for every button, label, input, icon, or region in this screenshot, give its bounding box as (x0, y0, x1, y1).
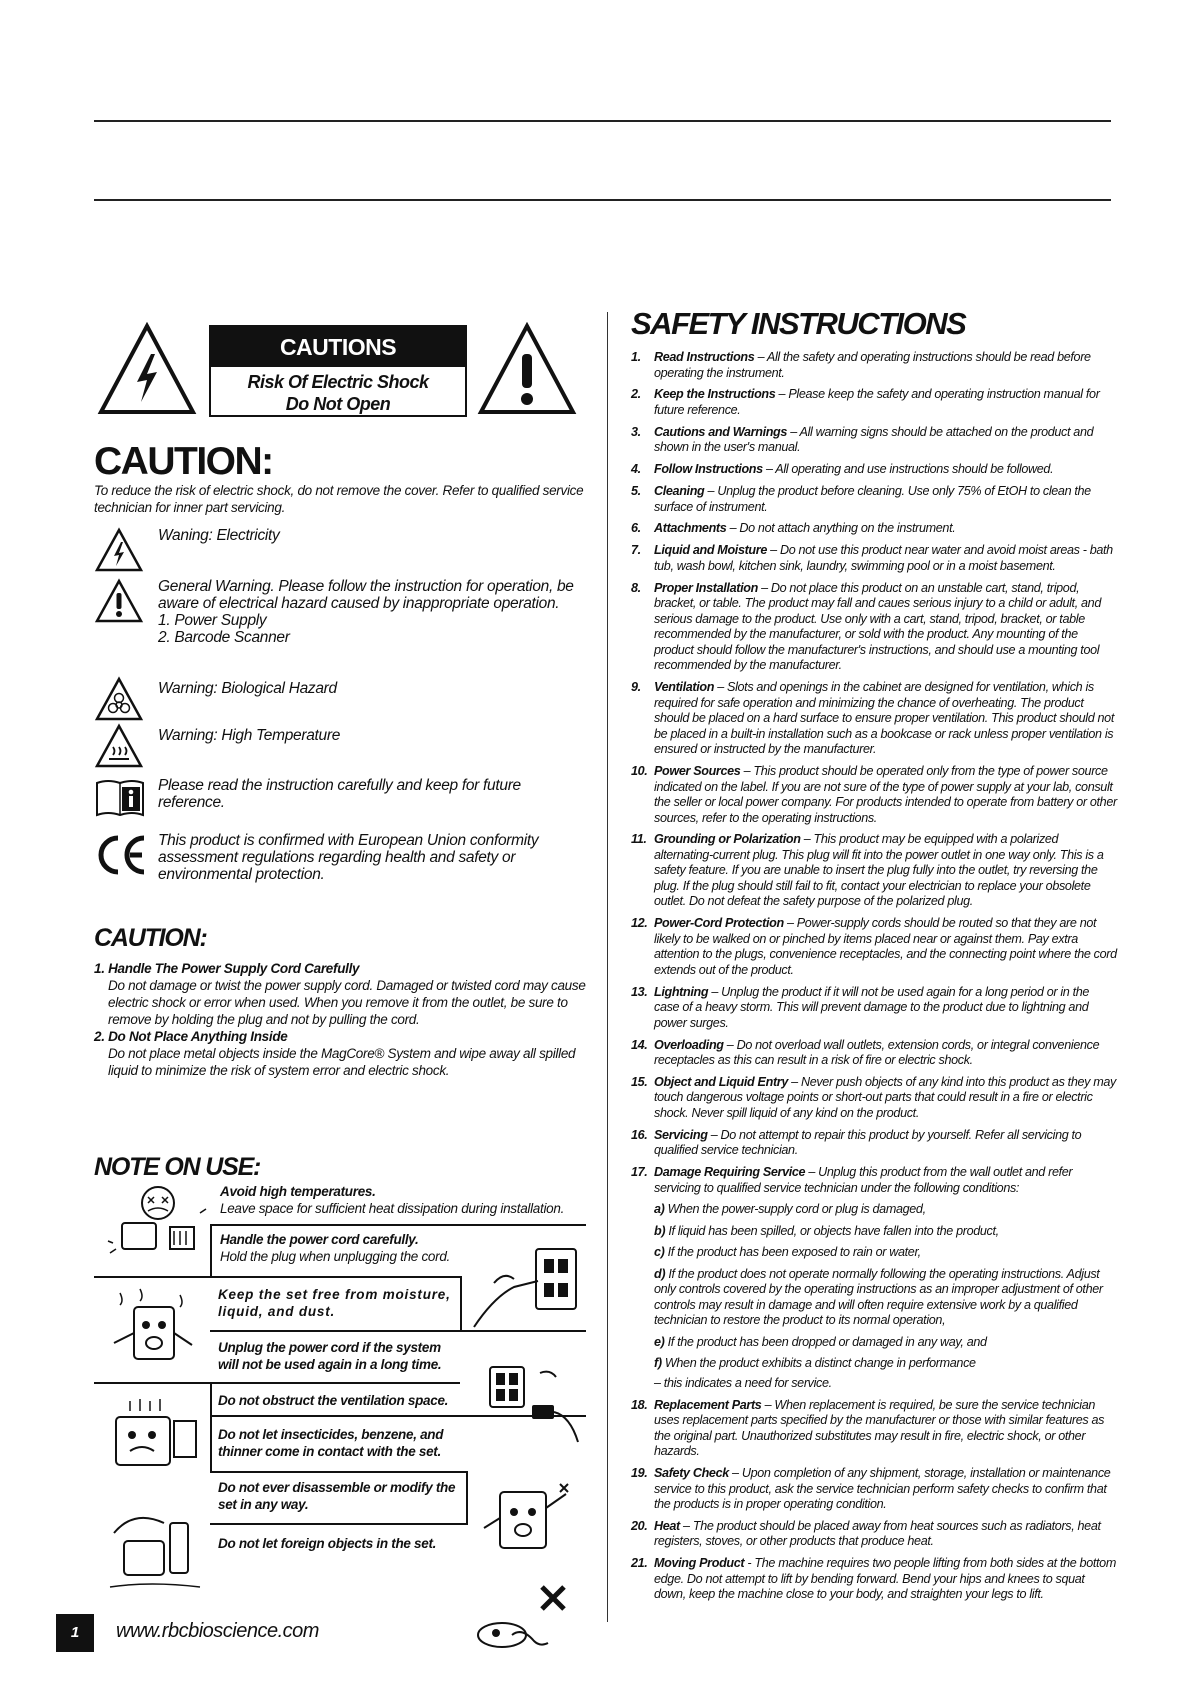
caution-item-title: 1. Handle The Power Supply Cord Carefully (94, 961, 360, 976)
note-item-text: Leave space for sufficient heat dissipation during installation. (220, 1201, 565, 1216)
condition-item: – this indicates a need for service. (654, 1375, 832, 1390)
note-item-bold: Do not obstruct the ventilation space. (218, 1393, 449, 1408)
read-manual-icon (94, 777, 146, 819)
safety-item: 19. Safety Check – Upon completion of any shipment, storage, installation or maintenance service to this product, ask the service technician perform safety checks to confirm that the products is in proper operating condition. (631, 1466, 1111, 1512)
condition-item: e) If the product has been dropped or damaged in any way, and (654, 1334, 987, 1349)
safety-item: 1. Read Instructions – All the safety and operating instructions should be read before operating the instrument. (631, 350, 1091, 380)
caution-item-desc: Do not place metal objects inside the MagCore® System and wipe away all spilled liquid to minimize the risk of system error and electric shock. (108, 1046, 576, 1078)
disassemble-cartoon-icon (476, 1478, 580, 1562)
general-warning-sub-1: 1. Power Supply (158, 612, 267, 629)
caution-item-desc: Do not damage or twist the power supply cord. Damaged or twisted cord may cause electric shock or error when used. When you remove it from the outlet, be sure to remove by holding the plug and not by pulling the cord. (108, 978, 586, 1027)
note-divider (210, 1330, 586, 1332)
note-item-2 (220, 1231, 472, 1265)
general-warning-large-icon (477, 322, 577, 416)
safety-item: 12. Power-Cord Protection – Power-supply cords should be routed so that they are not likely to be walked on or pinched by items placed near or against them. Pay extra attention to the plugs, convenience receptacles, and the connecting point where the cord extends out of the product. (631, 916, 1117, 977)
note-item-bold: Handle the power cord carefully. (220, 1232, 419, 1247)
condition-item: d) If the product does not operate normally following the operating instructions. Adjust only controls covered by the operating instructions as an improper adjustment of other controls may result in damage and will often require extensive work by a qualified technician to restore the product to its normal operation, (654, 1266, 1103, 1328)
note-heading: NOTE ON USE: (94, 1153, 261, 1181)
safety-item: 3. Cautions and Warnings – All warning signs should be attached on the product and shown in the user's manual. (631, 424, 1094, 455)
condition-item: c) If the product has been exposed to rain or water, (654, 1245, 921, 1260)
safety-item: 15. Object and Liquid Entry – Never push objects of any kind into this product as they may touch dangerous voltage points or short-out parts that could result in a fire or electric shock. Never spill liquid of any kind on the product. (631, 1074, 1116, 1120)
condition-item: a) When the power-supply cord or plug is damaged, (654, 1202, 926, 1217)
condition-item: b) If liquid has been spilled, or objects have fallen into the product, (654, 1223, 999, 1238)
note-divider (94, 1382, 460, 1384)
note-item-4 (218, 1339, 458, 1373)
foreign-objects-cartoon-icon (472, 1579, 584, 1659)
high-temperature-icon (94, 723, 144, 769)
column-divider (607, 312, 608, 1622)
note-divider-vertical (460, 1276, 462, 1330)
safety-item: 18. Replacement Parts – When replacement is required, be sure the service technician uses replacement parts specified by the manufacturer or those with similar features as the original part. Unauthorized substitutes may result in fire, electric shock, or other hazards. (631, 1397, 1105, 1459)
caution-text: To reduce the risk of electric shock, do not remove the cover. Refer to qualified service technician for inner part servicing. (94, 483, 584, 515)
note-divider (210, 1415, 586, 1417)
note-item-6 (218, 1426, 466, 1460)
safety-item: 7. Liquid and Moisture – Do not use this product near water and avoid moist areas - bath tub, wash bowl, kitchen sink, laundry, swimming pool or in a moist basement. (631, 543, 1113, 573)
note-on-use-panel (94, 1183, 586, 1603)
symbol-row-general-warning (94, 578, 584, 668)
service-conditions-list (654, 1202, 1117, 1391)
electric-shock-warning-icon (97, 322, 197, 416)
symbol-row-read-manual (94, 777, 584, 823)
caution-item-title: 2. Do Not Place Anything Inside (94, 1029, 288, 1044)
cautions-line-2: Do Not Open (285, 394, 391, 414)
symbol-row-biohazard (94, 676, 584, 722)
safety-instructions-heading: SAFETY INSTRUCTIONS (631, 306, 966, 341)
safety-item: 11. Grounding or Polarization – This product may be equipped with a polarized alternating-current plug. This plug will fit into the power outlet in one way only. This is a safety feature. If you are unable to insert the plug fully into the outlet, try reversing the plug. If the plug should still fail to fit, contact your electrician to replace your obsolete outlet. Do not defeat the safety purpose of the polarized plug. (631, 832, 1104, 909)
caution-heading-2: CAUTION: (94, 924, 207, 952)
safety-item: 6. Attachments – Do not attach anything on the instrument. (631, 521, 956, 536)
note-divider-vertical (466, 1471, 468, 1523)
safety-item: 10. Power Sources – This product should be operated only from the type of power source indicated on the label. If you are not sure of the type of power supply at your lab, consult the seller or local power company. For products intended to operate from battery or other sources, refer to the operating instructions. (631, 764, 1117, 825)
symbol-row-high-temperature (94, 723, 584, 769)
safety-item: 20. Heat – The product should be placed away from heat sources such as radiators, heat registers, stoves, or other products that produce heat. (631, 1518, 1101, 1549)
note-item-bold: Do not let foreign objects in the set. (218, 1536, 437, 1551)
note-divider (94, 1276, 460, 1278)
symbol-text-read-manual: Please read the instruction carefully and keep for future reference. (158, 777, 521, 811)
header-rule-top (94, 120, 1111, 122)
note-divider (210, 1471, 468, 1473)
page-number: 1 (56, 1614, 94, 1652)
footer-website-link[interactable]: www.rbcbioscience.com (116, 1620, 319, 1642)
heat-cartoon-icon (100, 1183, 212, 1267)
note-item-3 (218, 1286, 456, 1320)
note-item-5 (218, 1392, 468, 1409)
power-cord-cartoon-icon (464, 1243, 584, 1335)
header-rule-bottom (94, 199, 1111, 201)
safety-item: 17. Damage Requiring Service – Unplug this product from the wall outlet and refer servicing to qualified service technician under the following conditions: a) When the power-supply cord or plug is damaged, b) If liquid has been spilled, or objects have fallen into the product, c) If the product has been exposed to rain or water, d) If the product does not operate normally following the operating instructions. Adjust only controls covered by the operating instructions as an improper adjustment of other controls may result in damage and will often require extensive work by a qualified technician to restore the product to its normal operation, e) If the product has been dropped or damaged in any way, and f) When the product exhibits a distinct change in performance – this indicates a need for service. (631, 1165, 1117, 1391)
safety-item: 2. Keep the Instructions – Please keep the safety and operating instruction manual for future reference. (631, 387, 1100, 417)
safety-item: 21. Moving Product - The machine requires two people lifting from both sides at the bottom edge. Do not attempt to lift by bending forward. Bend your hips and knees to squat down, keep the machine close to your body, and straighten your legs to lift. (631, 1556, 1116, 1602)
note-item-bold: Keep the set free from moisture, liquid, and dust. (218, 1287, 451, 1319)
note-item-bold: Avoid high temperatures. (220, 1184, 376, 1199)
symbol-row-ce-mark (94, 832, 584, 892)
cautions-box (209, 325, 467, 417)
note-item-text: Hold the plug when unplugging the cord. (220, 1249, 450, 1264)
general-warning-icon (94, 578, 144, 624)
symbol-text-general-warning (158, 578, 586, 646)
note-item-1 (220, 1183, 586, 1217)
caution-heading: CAUTION: (94, 440, 273, 483)
general-warning-sub-2: 2. Barcode Scanner (158, 629, 290, 646)
note-divider-vertical (210, 1383, 212, 1471)
caution-list (94, 960, 586, 1079)
cautions-title: CAUTIONS (211, 327, 465, 367)
insecticide-cartoon-icon (104, 1503, 216, 1599)
safety-item: 5. Cleaning – Unplug the product before cleaning. Use only 75% of EtOH to clean the surface of instrument. (631, 484, 1091, 514)
symbol-text-electricity: Waning: Electricity (158, 527, 280, 544)
symbol-text-ce-mark: This product is confirmed with European Union conformity assessment regulations regarding health and safety or environmental protection. (158, 832, 539, 883)
safety-item: 8. Proper Installation – Do not place this product on an unstable cart, stand, tripod, bracket, or table. The product may fall and caues serious injury to a child or adult, and serious damage to the product. Use only with a cart, stand, tripod, bracket, or table recommended by the manufacturer, or sold with the product. Any mounting of the product should follow the manufacturer's instructions, and should use a mounting tool recommended by the manufacturer. (631, 580, 1101, 673)
safety-item: 9. Ventilation – Slots and openings in the cabinet are designed for ventilation, which is required for safe operation and minimizing the chance of overheating. The product should be placed on a hard surface to ensure proper ventilation. This product should not be placed in a built-in installation such as a bookcase or rack unless proper ventilation is ensured or instructed by the manufacturer. (631, 680, 1114, 757)
note-item-bold: Unplug the power cord if the system will not be used again in a long time. (218, 1340, 442, 1372)
safety-item: 13. Lightning – Unplug the product if it will not be used again for a long period or in the case of a heavy storm. This will prevent damage to the product due to lightning and power surges. (631, 984, 1090, 1030)
note-item-7 (218, 1479, 462, 1513)
safety-item: 14. Overloading – Do not overload wall outlets, extension cords, or integral convenience receptacles as this can result in a risk of fire or electric shock. (631, 1037, 1100, 1068)
biohazard-icon (94, 676, 144, 722)
moisture-cartoon-icon (100, 1283, 204, 1383)
note-item-bold: Do not ever disassemble or modify the set in any way. (218, 1480, 456, 1512)
cautions-line-1: Risk Of Electric Shock (247, 372, 429, 392)
unplug-cartoon-icon (486, 1363, 582, 1453)
note-item-bold: Do not let insecticides, benzene, and thinner come in contact with the set. (218, 1427, 444, 1459)
symbol-text-high-temperature: Warning: High Temperature (158, 727, 341, 744)
condition-item: f) When the product exhibits a distinct change in performance (654, 1356, 976, 1371)
safety-instructions-list (631, 350, 1117, 1609)
symbol-text-biohazard: Warning: Biological Hazard (158, 680, 337, 697)
safety-item: 4. Follow Instructions – All operating and use instructions should be followed. (631, 462, 1054, 477)
safety-item: 16. Servicing – Do not attempt to repair this product by yourself. Refer all servicing to qualified service technician. (631, 1127, 1082, 1158)
note-divider (210, 1224, 586, 1226)
electricity-warning-icon (94, 527, 144, 573)
ce-mark-icon (94, 832, 148, 878)
note-item-8 (218, 1535, 468, 1552)
symbol-row-electricity (94, 527, 584, 577)
general-warning-text: General Warning. Please follow the instruction for operation, be aware of electrical hazard caused by inappropriate operation. (158, 578, 574, 612)
note-divider (210, 1523, 468, 1525)
note-divider-vertical (210, 1224, 212, 1276)
ventilation-cartoon-icon (100, 1393, 204, 1489)
